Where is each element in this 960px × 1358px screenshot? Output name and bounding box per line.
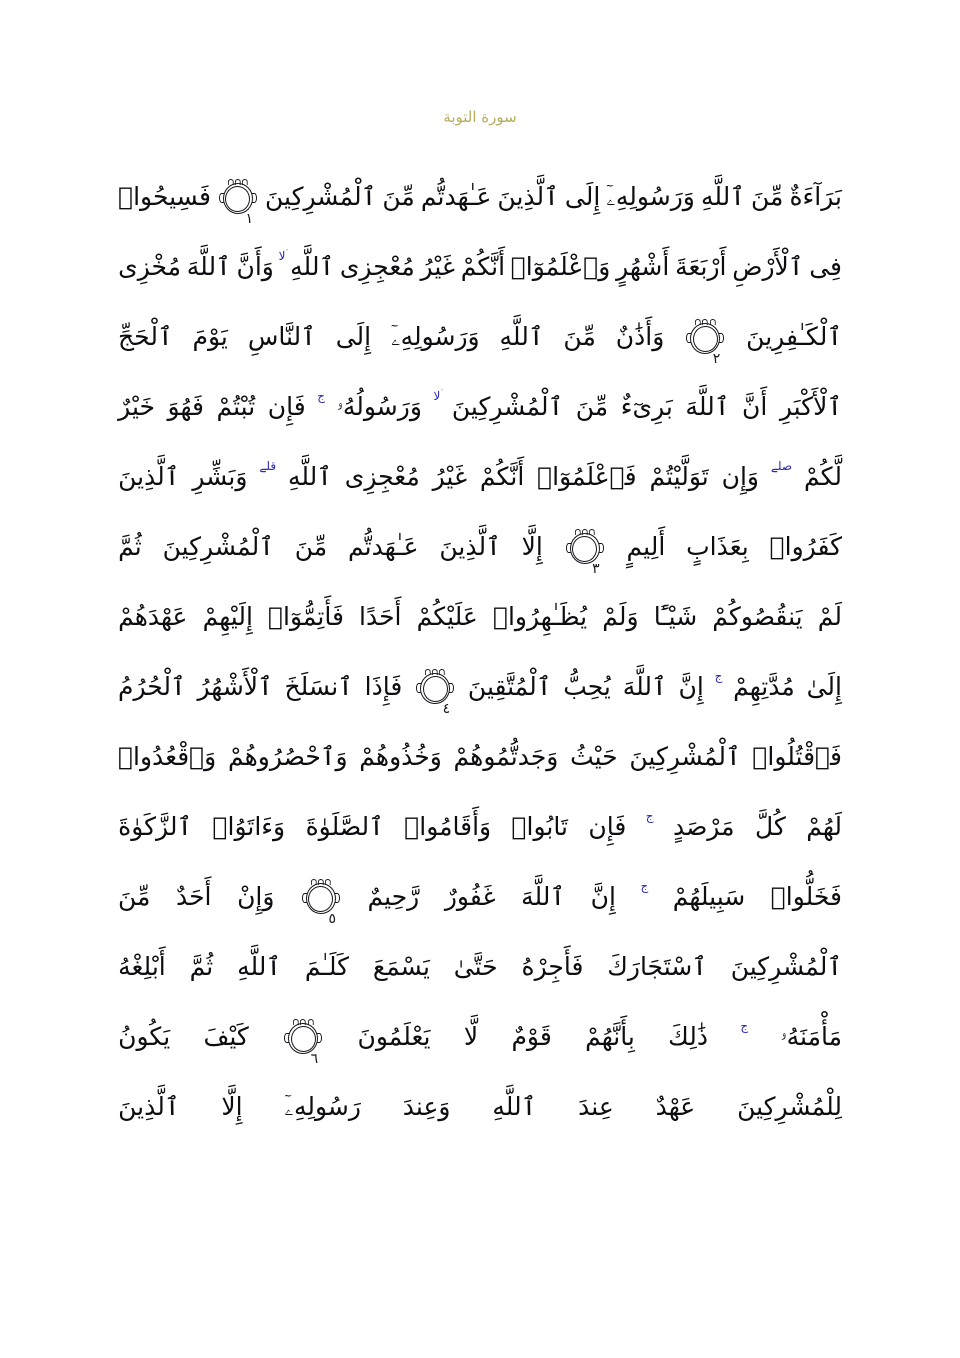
quran-word: غَيْرُ <box>420 252 455 281</box>
quran-word: إِلَى <box>335 322 372 351</box>
quran-word: ٱسْتَجَارَكَ <box>607 952 707 981</box>
quran-word: أَحَدًا <box>359 602 402 631</box>
quran-word: رَسُولِهِۦٓ <box>284 1092 361 1121</box>
ayah-number: ٦ <box>310 1051 319 1067</box>
quran-word: ٱلزَّكَوٰةَ <box>118 812 193 841</box>
quran-word: يَسْمَعَ <box>372 952 430 981</box>
quran-word: كَفَرُوا۟ <box>769 532 842 561</box>
quran-word: شَيْـًٔا <box>653 602 698 631</box>
ayah-number-marker <box>306 880 336 927</box>
medallion-flourish-left-icon <box>566 543 571 553</box>
quran-word: عَلَيْكُمْ <box>416 602 478 631</box>
ayah-line: فِى ٱلْأَرْضِ أَرْبَعَةَ أَشْهُرٍ وَٱعْلَمُوٓا۟ أَنَّكُمْ غَيْرُ مُعْجِزِى ٱللَّهِ ۤلا وَأَنَّ ٱللَّهَ مُخْزِى <box>118 232 842 302</box>
ayah-line <box>118 302 842 372</box>
quran-word: وَٱقْعُدُوا۟ <box>118 742 217 771</box>
quran-word: ثُمَّ <box>189 952 214 981</box>
quran-word: مَأْمَنَهُۥ <box>780 1022 842 1051</box>
quran-word: مُعْجِزِى <box>344 462 420 491</box>
quran-word: ٱلْحَجِّ <box>118 322 173 351</box>
quran-word: وَخُذُوهُمْ <box>359 742 442 771</box>
quran-word: بَرَآءَةٌ <box>789 182 842 211</box>
quran-word: خَيْرٌ <box>118 392 155 421</box>
quran-word: تَابُوا۟ <box>511 812 568 841</box>
quran-word: ٱلَّذِينَ <box>118 1092 180 1121</box>
quran-word: تَوَلَّيْتُمْ <box>649 462 709 491</box>
quran-word: لَّا <box>463 1022 479 1051</box>
ayah-number-marker <box>223 180 253 227</box>
medallion-flourish-right-icon <box>317 1033 322 1043</box>
quran-word: حَيْثُ <box>570 742 618 771</box>
quran-word: فَهُوَ <box>167 392 204 421</box>
medallion-crown-icon <box>425 669 445 675</box>
quran-word: ٱلْمُشْرِكِينَ <box>265 182 377 211</box>
quran-word: ذَٰلِكَ <box>668 1022 708 1051</box>
quran-word: فَخَلُّوا۟ <box>770 882 842 911</box>
quran-word: مَرْصَدٍ <box>672 812 735 841</box>
medallion-crown-icon <box>574 529 594 535</box>
quran-word: مِّنَ <box>575 392 609 421</box>
medallion-crown-icon <box>293 1019 313 1025</box>
quran-word: وَٱحْصُرُوهُمْ <box>227 742 348 771</box>
quran-word: بَرِىٓءٌ <box>620 392 673 421</box>
ayah-number: ٣ <box>592 561 600 577</box>
medallion-flourish-left-icon <box>686 333 691 343</box>
quran-word: أَنَّكُمْ <box>460 252 506 281</box>
quran-word: وَءَاتَوُا۟ <box>212 812 286 841</box>
quran-word: وَرَسُولِهِۦٓ <box>606 182 695 211</box>
quran-word: يَعْلَمُونَ <box>357 1022 431 1051</box>
quran-word: أَبْلِغْهُ <box>118 952 166 981</box>
quran-word: وَجَدتُّمُوهُمْ <box>453 742 559 771</box>
quran-word: مِّنَ <box>294 532 328 561</box>
quran-word: يَنقُصُوكُمْ <box>712 602 803 631</box>
quran-word: ٱلنَّاسِ <box>247 322 316 351</box>
quran-word: مِّنَ <box>118 882 151 911</box>
quran-word: عَهْدٌ <box>655 1092 696 1121</box>
ayah-line <box>118 582 842 652</box>
ayah-line <box>118 512 842 582</box>
quran-word: أَرْبَعَةَ <box>675 252 727 281</box>
quran-word: لَمْ <box>817 602 842 631</box>
quran-word: ٱلْأَكْبَرِ <box>779 392 842 421</box>
quran-word: ٱلَّذِينَ <box>439 532 501 561</box>
quran-word: يَوْمَ <box>192 322 228 351</box>
quran-word: إِنَّ <box>678 672 704 701</box>
quran-word: ٱلْحُرُمُ <box>118 672 186 701</box>
quran-word: وَٱعْلَمُوٓا۟ <box>510 252 611 281</box>
quran-word: ٱلَّذِينَ <box>118 462 180 491</box>
quran-word: عِندَ <box>578 1092 614 1121</box>
quran-word: ٱلْأَشْهُرُ <box>197 672 273 701</box>
quran-word: غَفُورٌ <box>444 882 496 911</box>
ayah-number-marker <box>570 530 600 577</box>
quran-word: تُبْتُمْ <box>216 392 256 421</box>
quran-word: إِلَّا <box>521 532 543 561</box>
quran-word: ثُمَّ <box>118 532 142 561</box>
quran-word: ٱللَّهَ <box>521 882 566 911</box>
quran-word: مُخْزِى <box>118 252 182 281</box>
quran-word: وَرَسُولُهُۥ <box>336 392 422 421</box>
quran-word: وَلَمْ <box>602 602 639 631</box>
ayah-number: ٥ <box>328 911 336 927</box>
quran-word: وَأَنَّ <box>236 252 274 281</box>
quran-word: غَيْرُ <box>432 462 468 491</box>
quran-word: فَأَجِرْهُ <box>521 952 584 981</box>
quran-word: ٱللَّهِ <box>700 182 745 211</box>
quran-word: إِنَّ <box>590 882 616 911</box>
ayah-line: إِلَىٰ مُدَّتِهِمْ ج إِنَّ ٱللَّهَ يُحِبُّ ٱلْمُتَّقِينَ ٤ فَإِذَا ٱنسَلَخَ ٱلْأَشْهُرُ ٱلْحُرُمُ <box>118 652 842 722</box>
medallion-crown-icon <box>311 879 331 885</box>
quran-word: بِعَذَابٍ <box>686 532 749 561</box>
quran-word: فَإِن <box>267 392 306 421</box>
ayah-line <box>118 932 842 1002</box>
quran-word: مُعْجِزِى <box>339 252 415 281</box>
quran-word: ٱللَّهَ <box>685 392 730 421</box>
quran-word: يُظَـٰهِرُوا۟ <box>492 602 588 631</box>
quran-word: ٱلْأَرْضِ <box>732 252 804 281</box>
quran-word: فَأَتِمُّوٓا۟ <box>268 602 344 631</box>
quran-word: يُحِبُّ <box>563 672 611 701</box>
ayah-line: لَهُمْ كُلَّ مَرْصَدٍ ج فَإِن تَابُوا۟ وَأَقَامُوا۟ ٱلصَّلَوٰةَ وَءَاتَوُا۟ ٱلزَّكَوٰةَ <box>118 792 842 862</box>
quran-word: إِلَّا <box>221 1092 243 1121</box>
ayah-number: ١ <box>245 211 253 227</box>
quran-word: أَنَّ <box>741 392 768 421</box>
quran-word: مُدَّتِهِمْ <box>733 672 795 701</box>
quran-word: إِلَيْهِمْ <box>202 602 253 631</box>
ayah-line: ٱلْأَكْبَرِ أَنَّ ٱللَّهَ بَرِىٓءٌ مِّنَ ٱلْمُشْرِكِينَ ۤلا وَرَسُولُهُۥ ج فَإِن تُبْتُمْ فَهُوَ خَيْرٌ <box>118 372 842 442</box>
quran-word: عَـٰهَدتُّم <box>420 182 492 211</box>
quran-word: ٱللَّهِ <box>287 462 332 491</box>
quran-word: فَإِذَا <box>364 672 403 701</box>
quran-word: فَسِيحُوا۟ <box>118 182 211 211</box>
quran-word: ٱلْكَـٰفِرِينَ <box>746 322 842 351</box>
quran-word: وَإِن <box>721 462 759 491</box>
quran-word: ٱلَّذِينَ <box>497 182 559 211</box>
medallion-flourish-left-icon <box>416 683 421 693</box>
quran-word: ٱلْمُشْرِكِينَ <box>629 742 741 771</box>
quran-word: وَأَقَامُوا۟ <box>404 812 492 841</box>
ayah-number-marker <box>420 670 451 717</box>
quran-word: قَوْمٌ <box>511 1022 552 1051</box>
quran-word: مِّنَ <box>382 182 415 211</box>
quran-word: حَتَّىٰ <box>453 952 498 981</box>
ayah-number-marker <box>690 320 721 367</box>
quran-word: وَرَسُولِهِۦٓ <box>391 322 480 351</box>
medallion-flourish-right-icon <box>252 193 257 203</box>
quran-word: ٱللَّهِ <box>237 952 282 981</box>
quran-word: إِلَى <box>564 182 601 211</box>
ayah-line <box>118 1072 842 1142</box>
quran-word: ٱلْمُشْرِكِينَ <box>162 532 274 561</box>
quran-word: لَّكُمْ <box>803 462 842 491</box>
quran-word: لِلْمُشْرِكِينَ <box>737 1092 842 1121</box>
medallion-flourish-left-icon <box>302 893 307 903</box>
quran-word: إِلَىٰ <box>806 672 842 701</box>
quran-word: عَهْدَهُمْ <box>118 602 188 631</box>
quran-word: كَلَـٰمَ <box>304 952 350 981</box>
quran-word: ٱللَّهَ <box>622 672 667 701</box>
medallion-crown-icon <box>228 179 248 185</box>
quran-word: وَإِنْ <box>237 882 275 911</box>
surah-header <box>0 108 960 127</box>
quran-word: فَٱقْتُلُوا۟ <box>752 742 842 771</box>
quran-word: مِّنَ <box>750 182 784 211</box>
ayah-line <box>118 722 842 792</box>
ayah-number: ٤ <box>442 701 451 717</box>
quran-word: فَإِن <box>588 812 627 841</box>
ayah-line <box>118 162 842 232</box>
quran-word: ٱلْمُشْرِكِينَ <box>451 392 564 421</box>
ayah-line: لَّكُمْ صلے وَإِن تَوَلَّيْتُمْ فَٱعْلَمُوٓا۟ أَنَّكُمْ غَيْرُ مُعْجِزِى ٱللَّهِ قلے وَبَشِّرِ ٱلَّذِينَ <box>118 442 842 512</box>
quran-word: كُلَّ <box>754 812 786 841</box>
medallion-flourish-right-icon <box>599 543 604 553</box>
ayah-line: مَأْمَنَهُۥ ج ذَٰلِكَ بِأَنَّهُمْ قَوْمٌ لَّا يَعْلَمُونَ ٦ كَيْفَ يَكُونُ <box>118 1002 842 1072</box>
ayah-line: فَخَلُّوا۟ سَبِيلَهُمْ ج إِنَّ ٱللَّهَ غَفُورٌ رَّحِيمٌ ٥ وَإِنْ أَحَدٌ مِّنَ <box>118 862 842 932</box>
quran-word: لَهُمْ <box>806 812 842 841</box>
quran-word: فِى <box>809 252 842 281</box>
quran-word: ٱللَّهِ <box>499 322 544 351</box>
quran-text-body <box>118 162 842 1142</box>
quran-word: أَحَدٌ <box>175 882 212 911</box>
medallion-flourish-right-icon <box>719 333 724 343</box>
quran-word: وَبَشِّرِ <box>192 462 248 491</box>
medallion-flourish-left-icon <box>284 1033 289 1043</box>
quran-word: بِأَنَّهُمْ <box>585 1022 635 1051</box>
quran-word: رَّحِيمٌ <box>367 882 420 911</box>
quran-word: يَكُونُ <box>118 1022 171 1051</box>
medallion-flourish-right-icon <box>335 893 340 903</box>
surah-title: سورة التوبة <box>443 108 517 126</box>
quran-word: أَشْهُرٍ <box>616 252 670 281</box>
quran-word: كَيْفَ <box>203 1022 249 1051</box>
medallion-flourish-right-icon <box>449 683 454 693</box>
quran-word: ٱللَّهَ <box>186 252 231 281</box>
medallion-crown-icon <box>695 319 715 325</box>
quran-word: ٱللَّهِ <box>492 1092 537 1121</box>
quran-word: سَبِيلَهُمْ <box>672 882 746 911</box>
quran-word: مِّنَ <box>563 322 596 351</box>
quran-word: أَلِيمٍ <box>626 532 666 561</box>
quran-word: أَنَّكُمْ <box>479 462 525 491</box>
medallion-flourish-left-icon <box>219 193 224 203</box>
quran-word: وَأَذَٰنٌ <box>615 322 665 351</box>
quran-word: وَعِندَ <box>402 1092 451 1121</box>
quran-word: ٱنسَلَخَ <box>284 672 353 701</box>
ayah-number: ٢ <box>712 351 721 367</box>
quran-word: عَـٰهَدتُّم <box>348 532 419 561</box>
quran-word: ٱلْمُتَّقِينَ <box>467 672 552 701</box>
quran-word: ٱللَّهِ <box>290 252 335 281</box>
ayah-number-marker <box>288 1020 319 1067</box>
quran-word: ٱلصَّلَوٰةَ <box>305 812 384 841</box>
quran-word: فَٱعْلَمُوٓا۟ <box>537 462 637 491</box>
quran-word: ٱلْمُشْرِكِينَ <box>730 952 842 981</box>
